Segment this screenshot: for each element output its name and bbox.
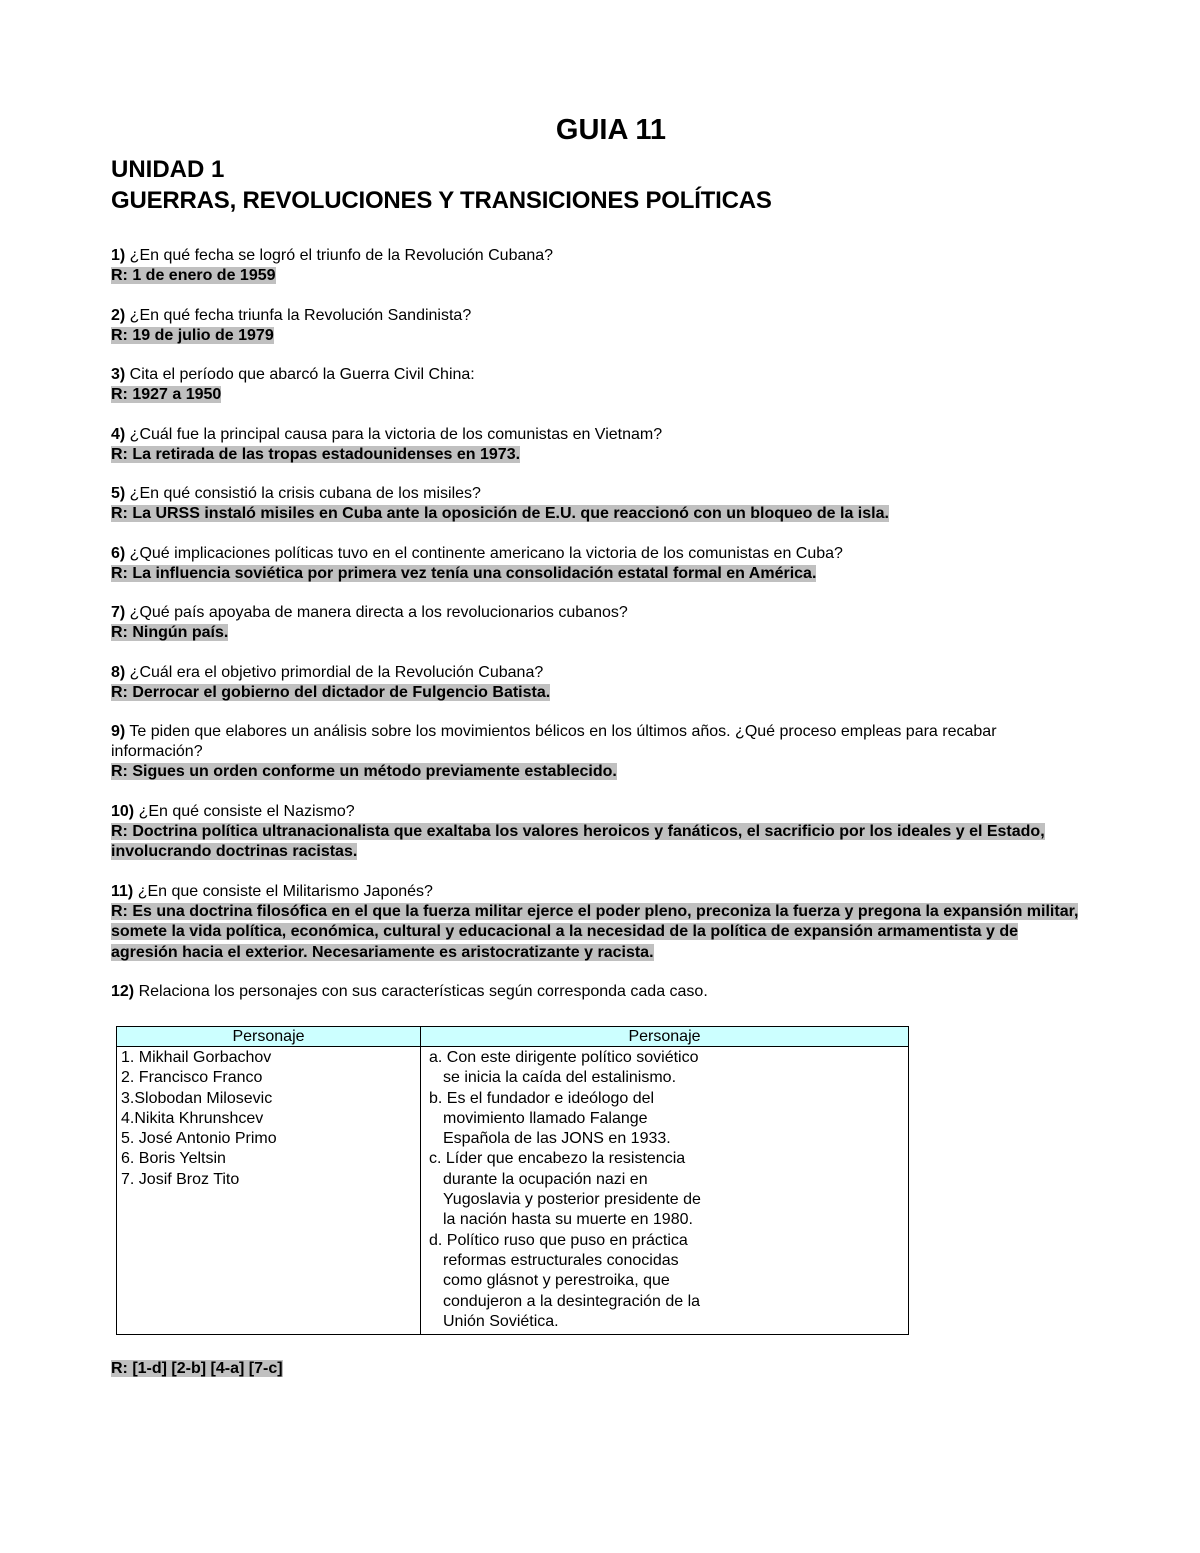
question-number: 1) (111, 247, 126, 264)
answer-highlight: R: 1 de enero de 1959 (111, 267, 276, 284)
question-block-4 (111, 425, 1081, 466)
matching-table (116, 1026, 909, 1335)
question-body: ¿Cuál era el objetivo primordial de la Revolución Cubana? (125, 663, 544, 681)
question-number: 4) (111, 425, 126, 443)
question-number: 3) (111, 366, 126, 383)
question-number: 8) (111, 663, 126, 681)
answer-highlight: R: [1-d] [2-b] [4-a] [7-c] (111, 1360, 283, 1378)
answer-text (111, 623, 1081, 644)
question-block-8 (111, 663, 1081, 704)
unit-subtitle: GUERRAS, REVOLUCIONES Y TRANSICIONES POLÍTICAS (111, 187, 772, 214)
list-item: 7. Josif Broz Tito (121, 1170, 240, 1188)
table-row (117, 1047, 909, 1335)
list-item: 2. Francisco Franco (121, 1069, 263, 1087)
question-body: ¿Qué implicaciones políticas tuvo en el continente americano la victoria de los comunistas en Cuba? (125, 544, 843, 562)
question-text (111, 982, 1081, 1002)
people-list (121, 1048, 416, 1190)
question-number: 2) (111, 306, 126, 324)
answer-text (111, 822, 1081, 863)
answer-text (111, 762, 1081, 783)
description-item: a. Con este dirigente político soviético se inicia la caída del estalinismo. (429, 1049, 699, 1087)
description-item: b. Es el fundador e ideólogo del movimiento llamado Falange Española de las JONS en 1933. (429, 1089, 671, 1148)
question-number: 5) (111, 485, 126, 502)
question-number: 12) (111, 983, 135, 1000)
description-item: c. Líder que encabezo la resistencia durante la ocupación nazi en Yugoslavia y posterior presidente de la nación hasta su muerte en 1980. (429, 1150, 701, 1229)
answer-highlight: R: Derrocar el gobierno del dictador de Fulgencio Batista. (111, 683, 551, 701)
page-title: GUIA 11 (555, 114, 667, 146)
question-block-9 (111, 722, 1081, 783)
question-text (111, 365, 1081, 385)
question-text (111, 663, 1081, 683)
answer-highlight: R: 1927 a 1950 (111, 386, 222, 403)
question-number: 7) (111, 604, 126, 621)
people-cell (117, 1047, 421, 1335)
answer-highlight: R: Doctrina política ultranacionalista que exaltaba los valores heroicos y fanáticos, el sacrificio por los ideales y el Estado, involucrando doctrinas racistas. (111, 822, 1045, 860)
question-block-10 (111, 802, 1081, 863)
list-item: 3.Slobodan Milosevic (121, 1089, 273, 1107)
question-text (111, 603, 1081, 623)
question-text (111, 306, 1081, 326)
question-number: 6) (111, 544, 126, 562)
answer-text (111, 564, 1081, 585)
question-body: Cita el período que abarcó la Guerra Civil China: (125, 366, 475, 383)
question-body: ¿En qué consistió la crisis cubana de los misiles? (125, 485, 481, 502)
final-answer (111, 1359, 1081, 1380)
question-block-12 (111, 982, 1081, 1335)
question-body: ¿En qué fecha se logró el triunfo de la Revolución Cubana? (125, 247, 554, 264)
answer-text (111, 504, 1081, 525)
question-text (111, 246, 1081, 266)
answer-text (111, 683, 1081, 704)
question-number: 11) (111, 882, 134, 900)
answer-text (111, 326, 1081, 347)
question-block-11 (111, 882, 1081, 964)
answer-text (111, 902, 1081, 964)
answer-text (111, 445, 1081, 466)
list-item: 5. José Antonio Primo (121, 1130, 277, 1148)
question-number: 10) (111, 802, 135, 820)
question-block-3 (111, 365, 1081, 406)
description-item: d. Político ruso que puso en práctica reformas estructurales conocidas como glásnot y perestroika, que condujeron a la desintegración de la Unión Soviética. (429, 1231, 701, 1330)
answer-highlight: R: Sigues un orden conforme un método previamente establecido. (111, 763, 617, 780)
descriptions-cell (421, 1047, 909, 1335)
question-body: ¿Cuál fue la principal causa para la victoria de los comunistas en Vietnam? (125, 425, 663, 443)
question-text (111, 425, 1081, 445)
unit-heading: UNIDAD 1 (111, 156, 225, 183)
question-number: 9) (111, 723, 126, 740)
answer-text (111, 266, 1081, 287)
list-item: 6. Boris Yeltsin (121, 1150, 226, 1168)
question-body: ¿Qué país apoyaba de manera directa a los revolucionarios cubanos? (125, 604, 628, 621)
table-header-row (117, 1027, 909, 1047)
question-block-5 (111, 484, 1081, 525)
table-header-descriptions: Personaje (421, 1027, 909, 1047)
question-body: Te piden que elabores un análisis sobre los movimientos bélicos en los últimos años. ¿Qué proceso empleas para recabar información? (111, 723, 997, 760)
list-item: 4.Nikita Khrunshcev (121, 1109, 264, 1127)
question-block-2 (111, 306, 1081, 347)
question-body: ¿En qué fecha triunfa la Revolución Sandinista? (125, 306, 472, 324)
question-text (111, 544, 1081, 564)
question-text (111, 802, 1081, 822)
answer-highlight: R: La URSS instaló misiles en Cuba ante la oposición de E.U. que reaccionó con un bloqueo de la isla. (111, 505, 889, 522)
answer-highlight: R: La influencia soviética por primera vez tenía una consolidación estatal formal en América. (111, 564, 817, 582)
question-text (111, 882, 1081, 902)
answer-highlight: R: Es una doctrina filosófica en el que la fuerza militar ejerce el poder pleno, preconiza la fuerza y pregona la expansión militar, somete la vida política, económica, cultural y educacional a la necesidad de la política de expansión armamentista y de agresión hacia el exterior. Necesariamente es aristocratizante y racista. (111, 902, 1079, 961)
answer-text (111, 385, 1081, 406)
question-body: Relaciona los personajes con sus características según corresponda cada caso. (134, 983, 708, 1000)
question-text (111, 722, 1081, 762)
question-block-7 (111, 603, 1081, 644)
table-header-people: Personaje (117, 1027, 421, 1047)
question-block-1 (111, 246, 1081, 287)
question-body: ¿En que consiste el Militarismo Japonés? (133, 882, 433, 900)
question-text (111, 484, 1081, 504)
document-page (111, 112, 1081, 1380)
answer-highlight: R: 19 de julio de 1979 (111, 326, 274, 344)
answer-highlight: R: La retirada de las tropas estadounidenses en 1973. (111, 445, 521, 463)
answer-highlight: R: Ningún país. (111, 624, 229, 641)
question-block-6 (111, 544, 1081, 585)
list-item: 1. Mikhail Gorbachov (121, 1049, 272, 1066)
question-body: ¿En qué consiste el Nazismo? (134, 802, 355, 820)
